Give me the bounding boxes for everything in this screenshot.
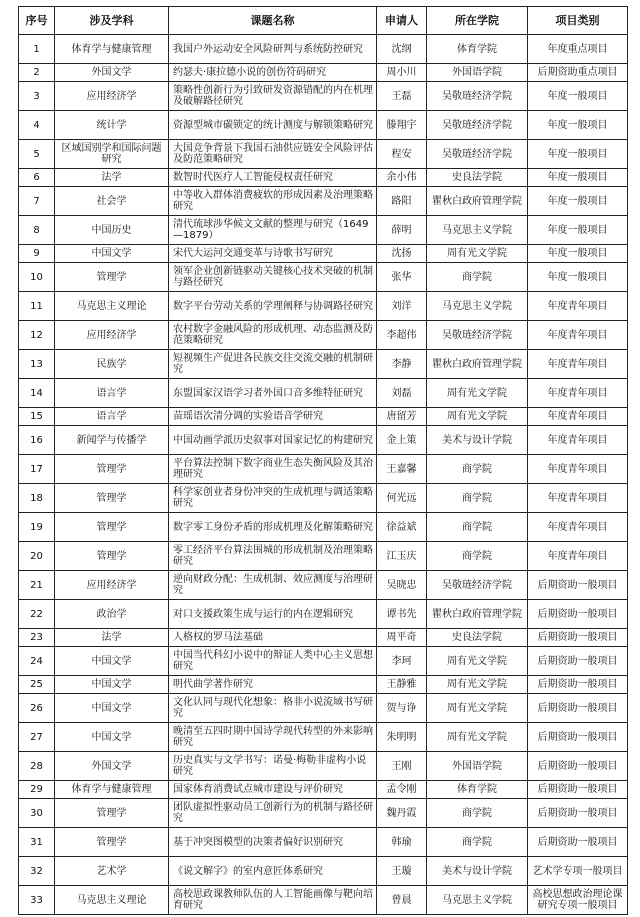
table-row: [19, 292, 628, 321]
cell-applicant: 孟令刚: [377, 781, 427, 799]
table-row: [19, 64, 628, 82]
cell-applicant: 沈纲: [377, 35, 427, 64]
cell-applicant: 徐益斌: [377, 513, 427, 542]
cell-applicant: 程安: [377, 140, 427, 169]
table-row: [19, 408, 628, 426]
cell-applicant: 滕翔宇: [377, 111, 427, 140]
table-row: [19, 35, 628, 64]
cell-college: 商学院: [427, 542, 528, 571]
cell-no: 24: [19, 647, 55, 676]
cell-no: 1: [19, 35, 55, 64]
cell-applicant: 刘磊: [377, 379, 427, 408]
cell-title: 平台算法控制下数字商业生态失衡风险及其治理研究: [169, 455, 377, 484]
table-row: [19, 140, 628, 169]
table-row: [19, 694, 628, 723]
table-row: [19, 350, 628, 379]
cell-category: 年度青年项目: [528, 513, 628, 542]
cell-subject: 外国文学: [55, 752, 169, 781]
cell-college: 体育学院: [427, 35, 528, 64]
cell-subject: 政治学: [55, 600, 169, 629]
cell-no: 14: [19, 379, 55, 408]
cell-no: 2: [19, 64, 55, 82]
cell-title: 中等收入群体消费疲软的形成因素及治理策略研究: [169, 187, 377, 216]
cell-category: 后期资助一般项目: [528, 629, 628, 647]
cell-applicant: 王磊: [377, 82, 427, 111]
header-title: 课题名称: [169, 7, 377, 35]
cell-college: 史良法学院: [427, 169, 528, 187]
cell-subject: 管理学: [55, 828, 169, 857]
cell-college: 外国语学院: [427, 64, 528, 82]
cell-title: 策略性创新行为引致研发资源错配的内在机理及破解路径研究: [169, 82, 377, 111]
cell-title: 零工经济平台算法围城的形成机制及治理策略研究: [169, 542, 377, 571]
cell-category: 后期资助一般项目: [528, 799, 628, 828]
cell-title: 清代琉球涉华候文文献的整理与研究（1649—1879）: [169, 216, 377, 245]
cell-no: 25: [19, 676, 55, 694]
cell-subject: 法学: [55, 169, 169, 187]
cell-title: 团队虚拟性驱动员工创新行为的机制与路径研究: [169, 799, 377, 828]
cell-applicant: 刘洋: [377, 292, 427, 321]
cell-no: 15: [19, 408, 55, 426]
cell-college: 外国语学院: [427, 752, 528, 781]
cell-applicant: 贺与诤: [377, 694, 427, 723]
cell-category: 年度青年项目: [528, 408, 628, 426]
cell-title: 领军企业创新链驱动关键核心技术突破的机制与路径研究: [169, 263, 377, 292]
cell-applicant: 王静雅: [377, 676, 427, 694]
table-row: [19, 187, 628, 216]
cell-no: 22: [19, 600, 55, 629]
cell-subject: 中国文学: [55, 676, 169, 694]
cell-applicant: 吴晓忠: [377, 571, 427, 600]
cell-no: 27: [19, 723, 55, 752]
cell-no: 10: [19, 263, 55, 292]
table-row: [19, 886, 628, 915]
cell-applicant: 王嘉馨: [377, 455, 427, 484]
cell-subject: 管理学: [55, 455, 169, 484]
table-row: [19, 426, 628, 455]
cell-title: 科学家创业者身份冲突的生成机理与调适策略研究: [169, 484, 377, 513]
cell-category: 年度一般项目: [528, 140, 628, 169]
cell-college: 马克思主义学院: [427, 216, 528, 245]
cell-title: 农村数字金融风险的形成机理、动态监测及防范策略研究: [169, 321, 377, 350]
table-row: [19, 571, 628, 600]
cell-subject: 应用经济学: [55, 82, 169, 111]
cell-category: 年度一般项目: [528, 187, 628, 216]
cell-no: 12: [19, 321, 55, 350]
cell-no: 29: [19, 781, 55, 799]
cell-no: 7: [19, 187, 55, 216]
cell-no: 26: [19, 694, 55, 723]
cell-category: 艺术学专项一般项目: [528, 857, 628, 886]
cell-college: 瞿秋白政府管理学院: [427, 187, 528, 216]
table-header-row: [19, 7, 628, 35]
cell-no: 28: [19, 752, 55, 781]
cell-no: 9: [19, 245, 55, 263]
cell-college: 吴敬琏经济学院: [427, 571, 528, 600]
cell-applicant: 江玉庆: [377, 542, 427, 571]
cell-title: 文化认同与现代化想象：格非小说流域书写研究: [169, 694, 377, 723]
cell-college: 商学院: [427, 828, 528, 857]
cell-no: 3: [19, 82, 55, 111]
table-row: [19, 169, 628, 187]
cell-title: 中国当代科幻小说中的辩证人类中心主义思想研究: [169, 647, 377, 676]
cell-applicant: 路阳: [377, 187, 427, 216]
cell-applicant: 金上策: [377, 426, 427, 455]
cell-title: 高校思政课教师队伍的人工智能画像与靶向培育研究: [169, 886, 377, 915]
cell-title: 宋代大运河交通变革与诗歌书写研究: [169, 245, 377, 263]
cell-college: 美术与设计学院: [427, 857, 528, 886]
cell-category: 年度青年项目: [528, 426, 628, 455]
table-row: [19, 455, 628, 484]
cell-category: 后期资助一般项目: [528, 828, 628, 857]
cell-applicant: 魏丹霞: [377, 799, 427, 828]
cell-category: 年度重点项目: [528, 35, 628, 64]
table-row: [19, 857, 628, 886]
table-row: [19, 723, 628, 752]
cell-no: 17: [19, 455, 55, 484]
cell-college: 周有光文学院: [427, 647, 528, 676]
cell-applicant: 沈扬: [377, 245, 427, 263]
cell-subject: 马克思主义理论: [55, 292, 169, 321]
cell-no: 20: [19, 542, 55, 571]
cell-category: 后期资助一般项目: [528, 723, 628, 752]
header-no: 序号: [19, 7, 55, 35]
cell-subject: 中国文学: [55, 694, 169, 723]
cell-subject: 语言学: [55, 379, 169, 408]
cell-category: 年度青年项目: [528, 292, 628, 321]
cell-applicant: 谭书先: [377, 600, 427, 629]
header-category: 项目类别: [528, 7, 628, 35]
cell-category: 后期资助一般项目: [528, 694, 628, 723]
table-row: [19, 513, 628, 542]
cell-college: 瞿秋白政府管理学院: [427, 350, 528, 379]
cell-applicant: 李静: [377, 350, 427, 379]
cell-title: 《说文解字》的室内意匠体系研究: [169, 857, 377, 886]
cell-no: 21: [19, 571, 55, 600]
cell-college: 周有光文学院: [427, 245, 528, 263]
cell-category: 年度青年项目: [528, 484, 628, 513]
cell-no: 33: [19, 886, 55, 915]
cell-category: 后期资助重点项目: [528, 64, 628, 82]
header-subject: 涉及学科: [55, 7, 169, 35]
cell-applicant: 周平奇: [377, 629, 427, 647]
cell-title: 中国动画学派历史叙事对国家记忆的构建研究: [169, 426, 377, 455]
header-college: 所在学院: [427, 7, 528, 35]
cell-category: 年度青年项目: [528, 321, 628, 350]
cell-subject: 社会学: [55, 187, 169, 216]
cell-college: 马克思主义学院: [427, 292, 528, 321]
cell-applicant: 余小伟: [377, 169, 427, 187]
cell-applicant: 朱明明: [377, 723, 427, 752]
cell-applicant: 曾晨: [377, 886, 427, 915]
cell-category: 年度青年项目: [528, 350, 628, 379]
cell-college: 商学院: [427, 799, 528, 828]
cell-applicant: 张华: [377, 263, 427, 292]
cell-no: 30: [19, 799, 55, 828]
cell-no: 11: [19, 292, 55, 321]
cell-no: 18: [19, 484, 55, 513]
table-row: [19, 781, 628, 799]
table-row: [19, 379, 628, 408]
cell-subject: 区域国别学和国际问题研究: [55, 140, 169, 169]
cell-category: 后期资助一般项目: [528, 752, 628, 781]
table-row: [19, 111, 628, 140]
cell-subject: 中国文学: [55, 245, 169, 263]
cell-subject: 民族学: [55, 350, 169, 379]
cell-category: 高校思想政治理论课研究专项一般项目: [528, 886, 628, 915]
cell-title: 人格权的罗马法基础: [169, 629, 377, 647]
cell-no: 23: [19, 629, 55, 647]
cell-no: 13: [19, 350, 55, 379]
cell-college: 体育学院: [427, 781, 528, 799]
header-applicant: 申请人: [377, 7, 427, 35]
cell-college: 商学院: [427, 455, 528, 484]
cell-no: 19: [19, 513, 55, 542]
cell-category: 后期资助一般项目: [528, 600, 628, 629]
cell-applicant: 唐留芳: [377, 408, 427, 426]
table-row: [19, 600, 628, 629]
project-table: [18, 6, 628, 915]
cell-college: 吴敬琏经济学院: [427, 140, 528, 169]
cell-college: 吴敬琏经济学院: [427, 111, 528, 140]
cell-subject: 中国文学: [55, 723, 169, 752]
document-page: [18, 6, 627, 915]
table-row: [19, 245, 628, 263]
table-row: [19, 752, 628, 781]
cell-college: 周有光文学院: [427, 676, 528, 694]
table-row: [19, 484, 628, 513]
cell-category: 年度青年项目: [528, 542, 628, 571]
table-row: [19, 629, 628, 647]
cell-college: 瞿秋白政府管理学院: [427, 600, 528, 629]
cell-title: 对口支援政策生成与运行的内在逻辑研究: [169, 600, 377, 629]
cell-subject: 管理学: [55, 513, 169, 542]
cell-subject: 管理学: [55, 799, 169, 828]
cell-college: 吴敬琏经济学院: [427, 82, 528, 111]
cell-subject: 艺术学: [55, 857, 169, 886]
cell-title: 数智时代医疗人工智能侵权责任研究: [169, 169, 377, 187]
cell-subject: 体育学与健康管理: [55, 781, 169, 799]
table-row: [19, 799, 628, 828]
cell-subject: 马克思主义理论: [55, 886, 169, 915]
cell-no: 4: [19, 111, 55, 140]
cell-subject: 新闻学与传播学: [55, 426, 169, 455]
cell-college: 周有光文学院: [427, 408, 528, 426]
cell-college: 史良法学院: [427, 629, 528, 647]
cell-category: 后期资助一般项目: [528, 781, 628, 799]
cell-college: 吴敬琏经济学院: [427, 321, 528, 350]
cell-applicant: 李超伟: [377, 321, 427, 350]
table-row: [19, 82, 628, 111]
cell-subject: 应用经济学: [55, 321, 169, 350]
cell-category: 后期资助一般项目: [528, 647, 628, 676]
cell-category: 后期资助一般项目: [528, 571, 628, 600]
cell-subject: 语言学: [55, 408, 169, 426]
cell-subject: 法学: [55, 629, 169, 647]
cell-title: 资源型城市碳锁定的统计测度与解锁策略研究: [169, 111, 377, 140]
cell-title: 苗瑶语次清分调的实验语音学研究: [169, 408, 377, 426]
cell-category: 后期资助一般项目: [528, 676, 628, 694]
table-row: [19, 647, 628, 676]
cell-subject: 体育学与健康管理: [55, 35, 169, 64]
cell-applicant: 何光远: [377, 484, 427, 513]
table-row: [19, 676, 628, 694]
cell-college: 美术与设计学院: [427, 426, 528, 455]
cell-category: 年度一般项目: [528, 245, 628, 263]
cell-applicant: 王刚: [377, 752, 427, 781]
cell-subject: 管理学: [55, 542, 169, 571]
cell-applicant: 韩瑜: [377, 828, 427, 857]
cell-title: 历史真实与文学书写：诺曼·梅勒非虚构小说研究: [169, 752, 377, 781]
cell-subject: 管理学: [55, 263, 169, 292]
cell-college: 周有光文学院: [427, 694, 528, 723]
cell-title: 我国户外运动安全风险研判与系统防控研究: [169, 35, 377, 64]
cell-title: 大国竞争背景下我国石油供应链安全风险评估及防范策略研究: [169, 140, 377, 169]
cell-subject: 外国文学: [55, 64, 169, 82]
cell-no: 31: [19, 828, 55, 857]
cell-title: 数字平台劳动关系的学理阐释与协调路径研究: [169, 292, 377, 321]
cell-title: 数字零工身份矛盾的形成机理及化解策略研究: [169, 513, 377, 542]
cell-no: 8: [19, 216, 55, 245]
cell-subject: 应用经济学: [55, 571, 169, 600]
cell-category: 年度青年项目: [528, 379, 628, 408]
cell-no: 6: [19, 169, 55, 187]
cell-category: 年度一般项目: [528, 263, 628, 292]
cell-category: 年度青年项目: [528, 455, 628, 484]
cell-subject: 管理学: [55, 484, 169, 513]
cell-category: 年度一般项目: [528, 169, 628, 187]
cell-college: 商学院: [427, 263, 528, 292]
cell-subject: 统计学: [55, 111, 169, 140]
cell-title: 东盟国家汉语学习者外国口音多维特征研究: [169, 379, 377, 408]
table-row: [19, 828, 628, 857]
cell-college: 周有光文学院: [427, 723, 528, 752]
cell-no: 5: [19, 140, 55, 169]
cell-category: 年度一般项目: [528, 216, 628, 245]
cell-title: 国家体育消费试点城市建设与评价研究: [169, 781, 377, 799]
cell-subject: 中国文学: [55, 647, 169, 676]
cell-applicant: 李珂: [377, 647, 427, 676]
table-row: [19, 216, 628, 245]
cell-college: 马克思主义学院: [427, 886, 528, 915]
cell-title: 明代曲学著作研究: [169, 676, 377, 694]
cell-title: 短视频生产促进各民族交往交流交融的机制研究: [169, 350, 377, 379]
cell-title: 约瑟夫·康拉德小说的创伤符码研究: [169, 64, 377, 82]
cell-category: 年度一般项目: [528, 111, 628, 140]
table-row: [19, 263, 628, 292]
cell-title: 逆向财政分配：生成机制、效应测度与治理研究: [169, 571, 377, 600]
cell-applicant: 周小川: [377, 64, 427, 82]
table-row: [19, 321, 628, 350]
cell-college: 周有光文学院: [427, 379, 528, 408]
cell-title: 晚清至五四时期中国诗学现代转型的外来影响研究: [169, 723, 377, 752]
table-row: [19, 542, 628, 571]
cell-college: 商学院: [427, 484, 528, 513]
cell-no: 32: [19, 857, 55, 886]
cell-no: 16: [19, 426, 55, 455]
cell-category: 年度一般项目: [528, 82, 628, 111]
cell-subject: 中国历史: [55, 216, 169, 245]
cell-title: 基于冲突图模型的决策者偏好识别研究: [169, 828, 377, 857]
cell-applicant: 王璇: [377, 857, 427, 886]
cell-college: 商学院: [427, 513, 528, 542]
cell-applicant: 薛明: [377, 216, 427, 245]
table-body: [19, 35, 628, 915]
